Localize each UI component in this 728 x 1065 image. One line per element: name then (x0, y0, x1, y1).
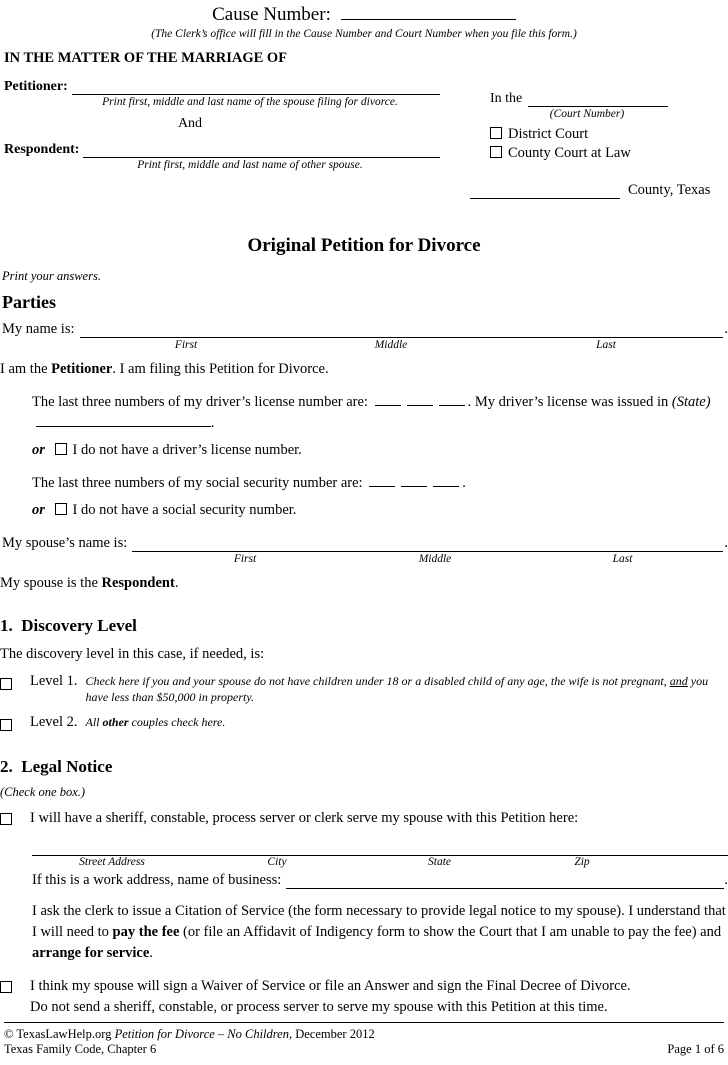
ssn-digit-2[interactable] (401, 473, 427, 487)
spouse-first-hint: First (233, 553, 257, 566)
cause-number-label: Cause Number: (212, 4, 331, 25)
service-option-2-checkbox[interactable] (0, 981, 12, 993)
ssn-digit-3[interactable] (433, 473, 459, 487)
ssn-digit-1[interactable] (369, 473, 395, 487)
dl-pre-text: The last three numbers of my driver’s license number are: (32, 394, 372, 411)
ssn-post-text: . (462, 475, 466, 492)
no-drivers-license-row[interactable] (32, 440, 728, 461)
county-row (450, 182, 728, 199)
level-2-note-other: other (102, 714, 129, 729)
my-name-hints (0, 339, 728, 351)
dl-digit-2[interactable] (407, 392, 433, 406)
footer-divider (4, 1022, 724, 1023)
pay-the-fee-bold: pay the fee (112, 923, 180, 940)
level-2-note (86, 714, 226, 735)
discovery-heading-text: Discovery Level (21, 616, 137, 636)
respondent-name-field[interactable] (83, 143, 440, 158)
in-the-court-row (450, 91, 728, 107)
citation-text-a: I ask the clerk to issue a Citation of Service (the form necessary to provide legal notice to my spouse). I understand that I will need to (32, 902, 726, 940)
district-court-label: District Court (508, 126, 589, 142)
service-option-1-checkbox-cell[interactable] (0, 808, 30, 829)
petitioner-name-field[interactable] (72, 80, 440, 95)
or-word-dl: or (32, 442, 45, 459)
footer-copyright (4, 1027, 375, 1042)
footer-copyright-text: © TexasLawHelp.org (4, 1027, 115, 1041)
district-court-checkbox[interactable] (490, 127, 502, 139)
drivers-license-line: The last three numbers of my driver’s license number are: . My driver’s license was issued in (State). (32, 394, 711, 432)
petitioner-hint: Print first, middle and last name of the spouse filing for divorce. (102, 96, 398, 108)
footer-line-1 (4, 1027, 724, 1042)
no-ssn-label: I do not have a social security number. (72, 502, 297, 519)
service-option-2-line-2: Do not send a sheriff, constable, or process server to serve my spouse with this Petition at this time. (30, 998, 608, 1015)
discovery-level-1-row[interactable] (0, 673, 728, 705)
discovery-number: 1. (0, 616, 13, 636)
county-texas-label: County, Texas (628, 182, 711, 198)
footer-code: Texas Family Code, Chapter 6 (4, 1042, 157, 1056)
dl-digit-1[interactable] (375, 392, 401, 406)
level-2-note-a: All (85, 714, 103, 729)
level-2-label: Level 2. (30, 713, 78, 730)
citation-paragraph (32, 901, 728, 964)
cause-number-field[interactable] (341, 2, 516, 20)
respondent-bold: Respondent (101, 575, 175, 592)
service-option-2-row[interactable] (0, 976, 728, 1018)
level-1-note-and: and (669, 674, 688, 689)
level-1-label: Level 1. (30, 673, 78, 690)
cause-number-block (0, 0, 728, 26)
discovery-level-2-row[interactable] (0, 714, 728, 735)
work-business-field[interactable] (286, 873, 724, 889)
spouse-respondent-statement (0, 573, 728, 594)
level-1-checkbox[interactable] (0, 678, 12, 690)
legal-notice-number: 2. (0, 756, 13, 776)
ssn-pre-text: The last three numbers of my social security number are: (32, 475, 367, 492)
parties-court-columns (0, 69, 728, 199)
dl-post-text: . My driver’s license was issued in (467, 394, 672, 411)
dl-state-italic: (State) (671, 394, 711, 411)
petitioner-statement-pre: I am the (0, 361, 52, 377)
city-hint: City (267, 855, 287, 868)
court-number-hint: (Court Number) (549, 108, 625, 120)
work-business-period: . (724, 871, 728, 888)
citation-text-c: . (149, 944, 153, 961)
last-hint: Last (596, 339, 616, 351)
level-2-note-b: couples check here. (128, 714, 226, 729)
service-option-2-line-1: I think my spouse will sign a Waiver of Service or file an Answer and sign the Final Decree of Divorce. (30, 977, 631, 994)
county-court-label: County Court at Law (508, 145, 631, 161)
arrange-for-service-bold: arrange for service (32, 944, 150, 961)
street-address-hint: Street Address (79, 855, 145, 868)
level-1-checkbox-cell[interactable] (0, 673, 30, 705)
clerk-note: (The Clerk’s office will fill in the Cause Number and Court Number when you file this form.) (151, 28, 577, 40)
level-1-note-a: Check here if you and your spouse do not have children under 18 or a disabled child of any age, the wife is not pregnant, (85, 674, 670, 689)
spouse-last-hint: Last (612, 553, 633, 566)
in-the-label: In the (490, 91, 523, 106)
footer-copyright-italic: Petition for Divorce – No Children, (114, 1027, 293, 1041)
zip-hint: Zip (574, 855, 590, 868)
state-hint: State (428, 855, 451, 868)
discovery-intro: The discovery level in this case, if needed, is: (0, 646, 265, 663)
service-option-2-checkbox-cell[interactable] (0, 976, 30, 1018)
parties-heading: Parties (2, 292, 56, 312)
my-name-field[interactable] (80, 322, 724, 338)
spouse-middle-hint: Middle (418, 553, 452, 566)
discovery-heading (0, 616, 728, 636)
page-footer (0, 1022, 728, 1057)
service-option-2-label (30, 976, 631, 1018)
spouse-name-hints (0, 553, 728, 565)
service-option-1-checkbox[interactable] (0, 813, 12, 825)
work-business-row (32, 872, 728, 889)
petitioner-statement-post: . I am filing this Petition for Divorce. (112, 361, 329, 377)
court-number-field[interactable] (528, 92, 668, 107)
citation-text-b: (or file an Affidavit of Indigency form to show the Court that I am unable to pay the fee) and (179, 923, 722, 940)
service-option-1-label: I will have a sheriff, constable, process server or clerk serve my spouse with this Petition here: (30, 809, 579, 826)
level-1-note-b: you have less than $50,000 in property. (85, 674, 709, 705)
no-ssn-row[interactable] (32, 500, 728, 521)
no-drivers-license-label: I do not have a driver’s license number. (72, 442, 302, 459)
petitioner-statement (0, 359, 728, 380)
county-court-option[interactable] (450, 145, 728, 162)
spouse-resp-post: . (174, 575, 179, 592)
drivers-license-block (32, 392, 728, 521)
level-2-checkbox[interactable] (0, 719, 12, 731)
dl-digit-3[interactable] (439, 392, 465, 406)
spouse-name-label: My spouse’s name is: (2, 535, 128, 552)
no-drivers-license-checkbox[interactable] (55, 443, 67, 455)
service-address-field[interactable] (32, 839, 728, 856)
page-title: Original Petition for Divorce (247, 235, 481, 256)
footer-page-number: Page 1 of 6 (667, 1042, 724, 1056)
spouse-name-row (0, 535, 728, 552)
first-hint: First (174, 339, 198, 351)
my-name-label: My name is: (2, 321, 75, 337)
work-business-label: If this is a work address, name of business: (32, 871, 282, 888)
spouse-name-field[interactable] (132, 536, 723, 552)
address-hints (32, 856, 728, 868)
legal-notice-heading (0, 757, 728, 777)
footer-line-2 (4, 1042, 724, 1057)
spouse-name-period: . (724, 535, 728, 552)
service-option-1-row[interactable] (0, 808, 728, 829)
my-name-period: . (724, 321, 728, 337)
petitioner-row (0, 79, 440, 95)
no-ssn-checkbox[interactable] (55, 503, 67, 515)
level-1-note (86, 673, 728, 705)
county-name-field[interactable] (470, 184, 620, 199)
middle-hint: Middle (374, 339, 408, 351)
left-party-column (0, 69, 440, 199)
petitioner-bold: Petitioner (51, 361, 113, 377)
district-court-option[interactable] (450, 126, 728, 143)
my-name-row (0, 321, 728, 338)
respondent-row (0, 142, 440, 158)
spouse-resp-pre: My spouse is the (0, 575, 102, 592)
print-answers-note: Print your answers. (2, 269, 101, 283)
level-2-checkbox-cell[interactable] (0, 714, 30, 735)
check-one-note: (Check one box.) (0, 784, 86, 799)
matter-heading: IN THE MATTER OF THE MARRIAGE OF (4, 50, 288, 66)
county-court-checkbox[interactable] (490, 146, 502, 158)
right-court-column (440, 69, 728, 199)
and-word: And (177, 116, 203, 131)
respondent-hint: Print first, middle and last name of other spouse. (137, 159, 363, 171)
petitioner-label: Petitioner: (4, 79, 68, 94)
dl-state-field[interactable] (36, 413, 211, 427)
footer-copyright-rest: December 2012 (292, 1027, 375, 1041)
or-word-ssn: or (32, 502, 45, 519)
respondent-label: Respondent: (4, 142, 80, 157)
legal-notice-heading-text: Legal Notice (21, 756, 113, 776)
ssn-line (32, 473, 728, 494)
